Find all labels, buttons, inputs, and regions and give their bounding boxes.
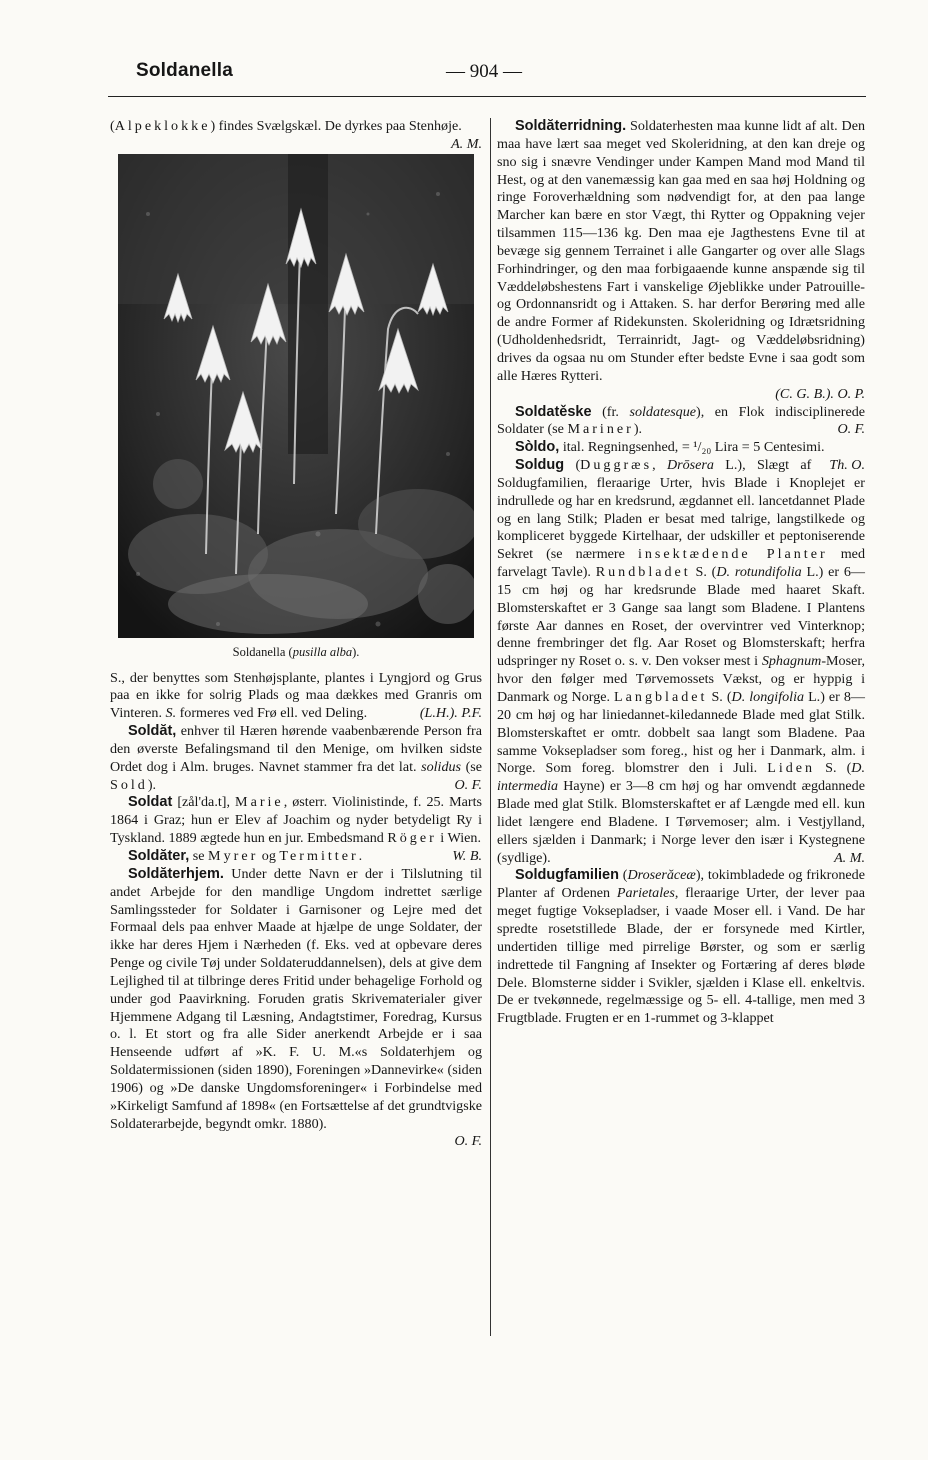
headword: Soldat <box>128 794 173 811</box>
left-column <box>110 118 482 1151</box>
headword: Soldăterhjem. <box>128 865 224 882</box>
signature: (L.H.). P.F. <box>419 705 482 722</box>
page-number: — 904 — <box>446 61 522 82</box>
headword: Soldug <box>515 457 565 474</box>
entry-soldugfamilien: Soldugfamilien (Droserăceæ), tokimbladede og frikronede Planter af Ordenen Parietales, fleraarige Urter, der lever paa meget fugtige Voksepladser, i vaade Moser ell. i Vand. De har spredte rosetstillede Blade, der er forsynede med Kirtler, undertiden tillige med pirrelige Børster, og som er særlig indrettede til Fangning af Insekter og Fortæring af deres bløde Dele. Blomsterne sidder i Svikler, sjælden i Klase ell. enkeltvis. De er tvekønnede, regelmæssige og 5- ell. 4-tallige, men med 3 Frugtblade. Frugten er en 1-rummet og 3-klappet <box>497 867 865 1027</box>
headword: Soldăterridning. <box>515 118 627 134</box>
column-divider <box>490 118 491 1336</box>
header-rule <box>108 96 866 97</box>
entry-soldateske: Soldatěske (fr. soldatesque), en Flok indisciplinerede Soldater (se Mariner). O. F. <box>497 403 866 438</box>
signature: O. F. <box>454 776 482 793</box>
headword: Soldugfamilien <box>515 867 619 884</box>
signature: W. B. <box>452 847 482 864</box>
entry-soldanella-cont: S., der benyttes som Stenhøjsplante, plantes i Lyngjord og Grus paa en ikke for solrig Plads og maa dækkes med Granris om Vinteren. S. formeres ved Frø ell. ved Deling. (L.H.). P.F. <box>110 669 482 722</box>
signature: A. M. <box>451 135 482 152</box>
headword: Sòldo, <box>515 439 560 456</box>
figure-caption: Soldanella (pusilla alba). <box>232 644 360 659</box>
signature: O. F. <box>454 1133 482 1150</box>
signature: (C. G. B.). O. P. <box>775 385 865 402</box>
entry-soldat: Soldăt, enhver til Hæren hørende vaabenbærende Person fra den øverste Befalingsmand til den Menige, om hvilken sidste Ordet dog i Alm. bruges. Navnet stammer fra det lat. solidus (se Sold). O. F. <box>110 723 482 793</box>
headword: Soldăter, <box>128 847 190 864</box>
entry-soldat-marie: Soldat [zål'da.t], Marie, østerr. Violinistinde, f. 25. Marts 1864 i Graz; hun er Elev af Joachim og nyder betydeligt Ry i Tyskland. 1889 ægtede hun en jur. Embedsmand Röger i Wien. W. B. <box>110 794 483 864</box>
entry-continuation: (Alpeklokke) findes Svælgskæl. De dyrkes paa Stenhøje. A. M. <box>110 118 482 152</box>
headword: Soldatěske <box>515 403 592 420</box>
headword: Soldăt, <box>128 723 177 740</box>
entry-soldaterhjem: Soldăterhjem. Under dette Navn er der i Tilslutning til andet Arbejde for den mandlige Ungdom indrettet særlige Samlingssteder for Soldater i Garnisoner og Lejre med det Formaal dels paa enhver Maade at hjælpe de unge Soldater, der ikke har deres Hjem i Nærheden (f. Eks. ved at opbevare deres Penge og civile Tøj under Soldateruddannelsen), dels at give dem Lejlighed til at tilbringe deres Fritid under behagelige Forhold og under god Paavirkning. Foruden gratis Skrivematerialer giver Hjemmene Adgang til Læsning, Andagtstimer, Foredrag, Kursus o. l. Et stort og fra alle Sider anerkendt Arbejde er i saa Henseende udført af »K. F. U. M.«s Soldaterhjem og Soldatermissionen (siden 1890), Foreningen »Dannevirke« (siden 1906) og »De danske Ungdomsforeninger« i Forbindelse med »Kirkeligt Samfund af 1898« (en Fortsættelse af det grundtvigske Soldaterarbejde, begyndt omkr. 1880). <box>110 865 482 1132</box>
entry-soldaterridning: Soldăterridning. Soldaterhesten maa kunne lidt af alt. Den maa have lært saa meget ved Skoleridning, at den kan dreje og sno sig i snævre Vendinger under Kampen Mand mod Mand til Hest, og at den vanemæssig kan gaa med en saa høj Holdning og ringe Foroverhældning som nødvendigt for, at den paa lange Marcher kan bære en stor Vægt, thi Rytter og Oppakning vejer tilsammen 115—136 kg. Den maa eje Jagthestens Evne til at bevæge sig gennem Terrainet i alle Gangarter og over alle Slags Forhindringer, og den maa forbigaaende kunne anspænde sig til Væddeløbshestens Fart i vanskelige Øjeblikke under Patrouille- og Ordonnansridt og i Attaken. S. har derfor Berøring med alle de andre Former af Ridekunsten. Skoleridning og Idrætsridning (Udholdenhedsridt, Terrainridt, Jagt- og Væddeløbsridning) drives da ogsaa nu om Stunder efter bedste Evne i saa godt som alle Hæres Rytteri. <box>497 118 865 384</box>
entry-soldug: Soldug (Duggræs, Drōsera L.), Slægt af Soldugfamilien, fleraarige Urter, hvis Blade i Knoplejet er indrullede og har en kredsrund, ægdannet ell. lancetdannet Plade og en lang Stilk; Pladen er besat med talrige, langstilkede og kompliceret byggede Kirtelhaar, der udskiller et peptoniserende Sekret (se nærmere insektædende Planter med farvelagt Tavle). Rundbladet S. (D. rotundifolia L.) er 6—15 cm høj og har kredsrunde Blade med haaret Skaft. Blomsterskaftet er 3 Gange saa langt som Bladene. I Plantens første Aar dannes en Roset, der overvintrer ved Vinterknop; denne frembringer det flg. Aar Roset og Blomsterskaft; herfra udspringer ny Roset o. s. v. Den vokser mest i Sphagnum-Moser, hvor den følger med Tørvemossets Vækst, og er hyppig i Danmark og Norge. Langbladet S. (D. longifolia L.) er 8—20 cm høj og har liniedannet-kiledannede Blade med glat Stilk. Blomsterskaftet er omtr. dobbelt saa langt som Bladene. Paa samme Voksepladser som foreg., hist og her i Danmark, alm. i Norge. Som foreg. blomstrer den i Juli. Liden S. (D. intermedia Hayne) er 3—8 cm høj og har omvendt ægdannede Blade med glat Stilk. Blomsterskaftet er af Længde med ell. kun lidet længere end Bladene. I Tørvemoser; alm. i Vestjylland, ellers sjælden i Danmark; i Norge lever den især i Kystegnene (sydlige). A. M. <box>497 457 866 866</box>
entry-soldater: Soldăter, se Myrer og Termitter. <box>128 847 363 864</box>
running-head: Soldanella <box>136 60 234 81</box>
signature: Th. O. <box>829 457 865 474</box>
right-column <box>497 118 865 1028</box>
soldanella-photo <box>118 154 474 638</box>
signature: O. F. <box>837 421 865 438</box>
signature: A. M. <box>834 849 865 866</box>
entry-soldo: Sòldo, ital. Regningsenhed, = ¹/₂₀ Lira = 5 Centesimi. Th. O. <box>515 439 865 474</box>
